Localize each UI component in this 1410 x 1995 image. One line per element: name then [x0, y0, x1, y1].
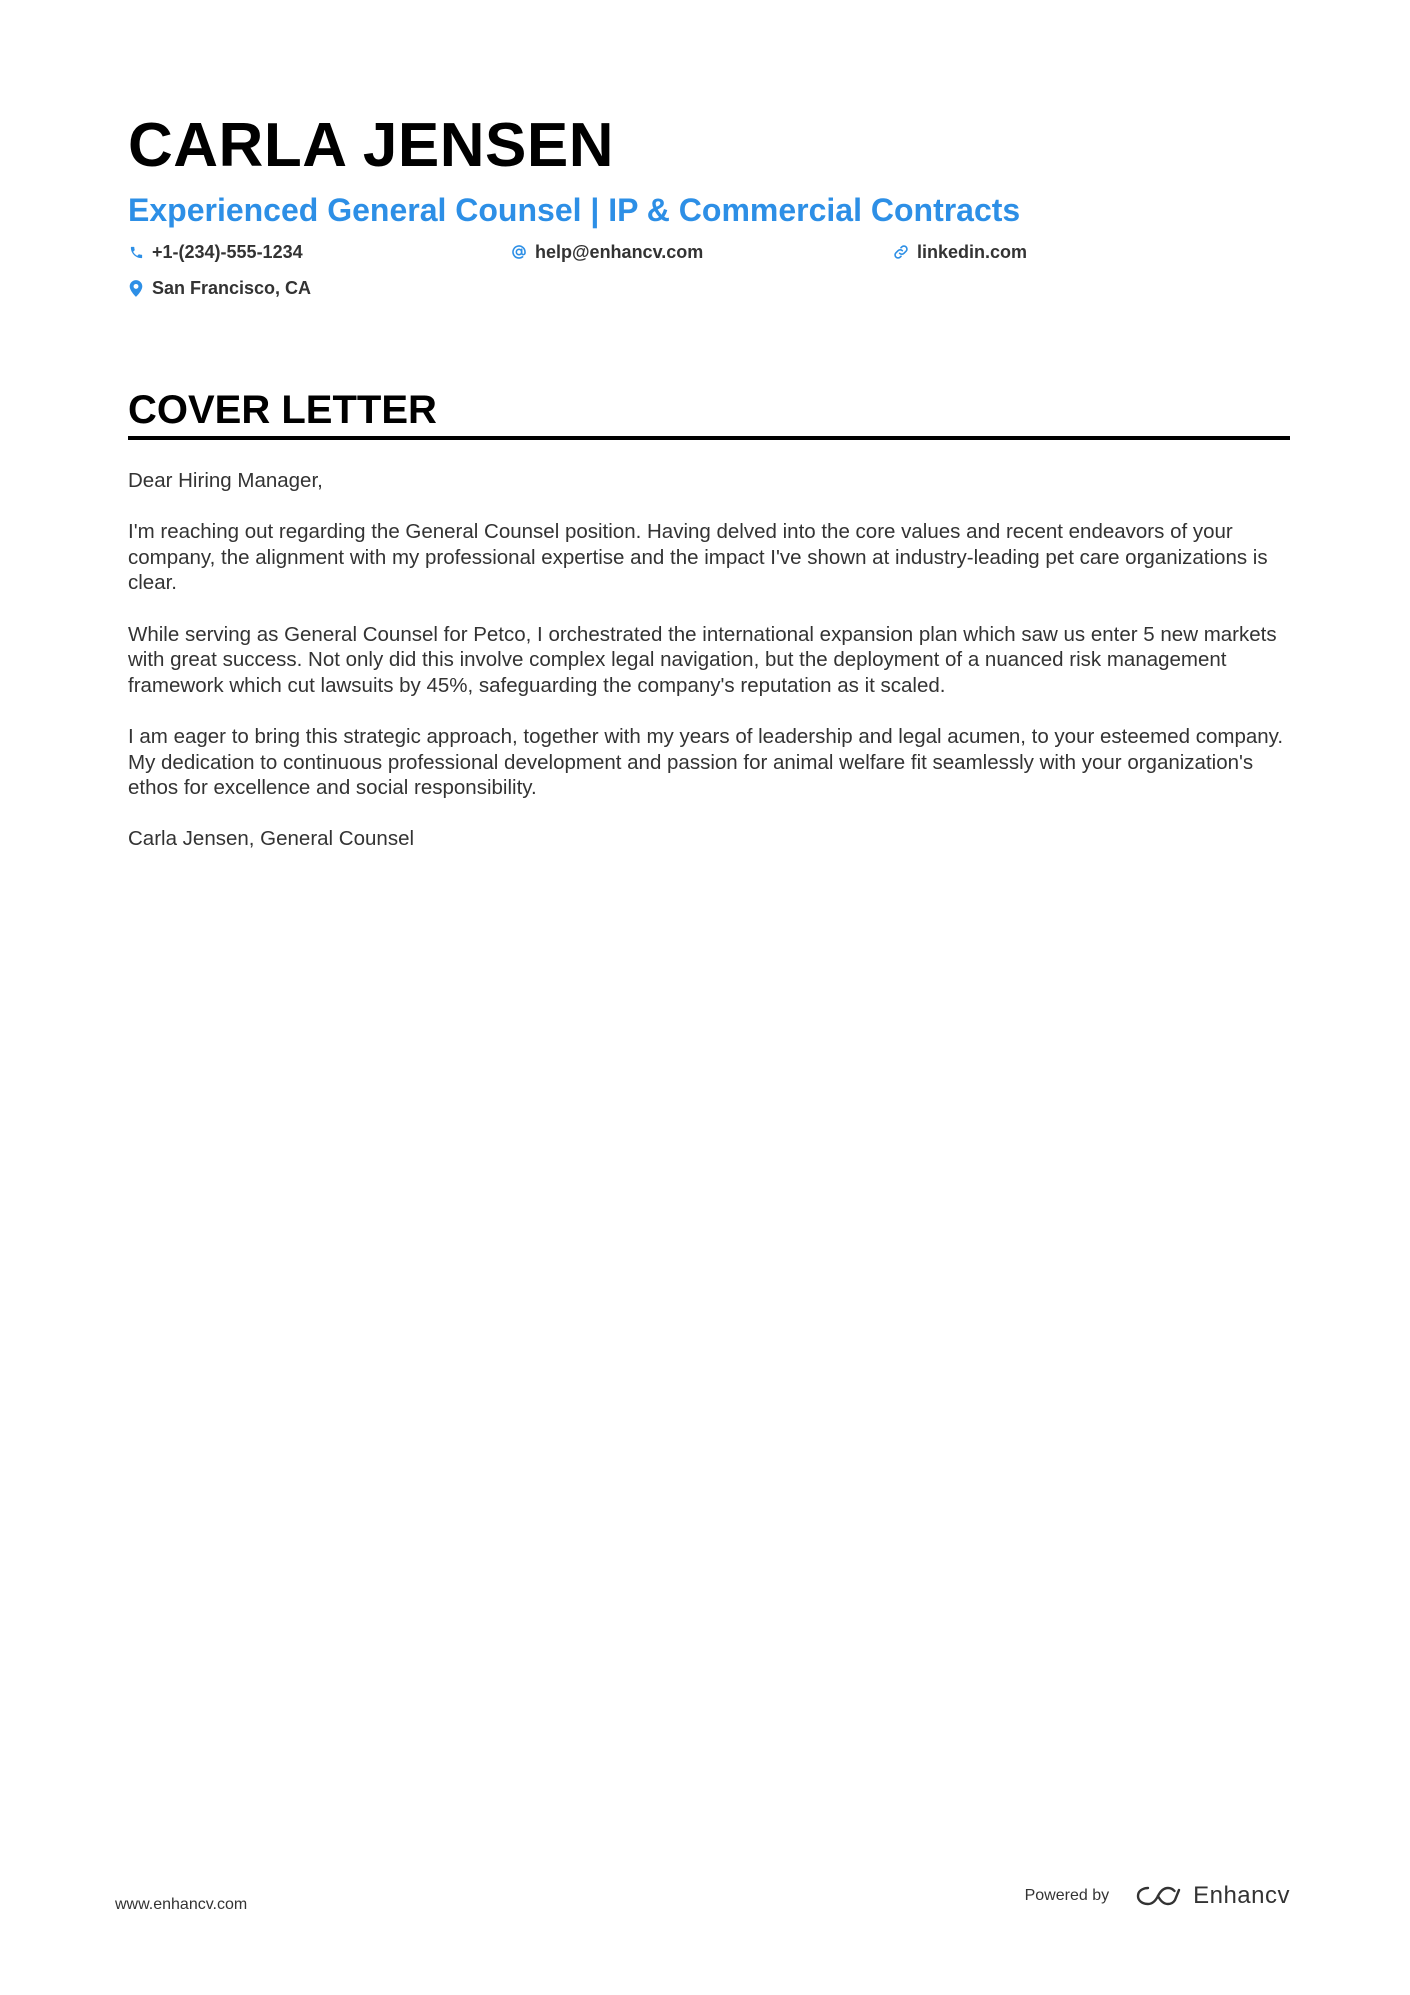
letter-paragraph-1: I'm reaching out regarding the General Counsel position. Having delved into the core values and recent endeavors of your company, the alignment with my professional expertise and the impact I've shown at industry-leading pet care organizations is clear. — [128, 520, 1268, 595]
powered-by-label: Powered by — [1024, 1887, 1110, 1904]
footer-website[interactable]: www.enhancv.com — [115, 1896, 248, 1913]
contact-location-text: San Francisco, CA — [152, 278, 312, 298]
section-title: COVER LETTER — [128, 388, 437, 432]
letter-paragraph-3: I am eager to bring this strategic approach, together with my years of leadership and legal acumen, to your esteemed company. My dedication to continuous professional development and passion for animal welfare fit seamlessly with your organization's ethos for excellence and social responsibility. — [128, 724, 1284, 800]
contact-linkedin-text: linkedin.com — [917, 242, 1028, 262]
brand-name: Enhancv — [1193, 1882, 1290, 1909]
contact-email-text: help@enhancv.com — [535, 242, 704, 262]
footer-branding[interactable] — [1025, 1882, 1290, 1910]
contact-phone-text: +1-(234)-555-1234 — [152, 242, 303, 262]
phone-icon — [128, 244, 144, 260]
candidate-name: CARLA JENSEN — [128, 111, 614, 180]
contact-linkedin[interactable] — [893, 240, 1027, 264]
at-icon — [511, 244, 527, 260]
candidate-headline: Experienced General Counsel | IP & Commercial Contracts — [128, 192, 1021, 228]
contact-phone[interactable] — [128, 240, 303, 264]
location-pin-icon — [128, 280, 144, 296]
link-icon — [893, 244, 909, 260]
letter-paragraph-2: While serving as General Counsel for Petco, I orchestrated the international expansion plan which saw us enter 5 new markets with great success. Not only did this involve complex legal navigation, but the deployment of a nuanced risk management framework which cut lawsuits by 45%, safeguarding the company's reputation as it scaled. — [128, 622, 1277, 697]
letter-signature: Carla Jensen, General Counsel — [128, 827, 415, 851]
enhancv-logo-icon — [1135, 1883, 1181, 1909]
letter-body — [128, 468, 1290, 878]
contact-location — [128, 276, 311, 300]
section-divider — [128, 436, 1290, 440]
letter-greeting: Dear Hiring Manager, — [128, 469, 323, 492]
contact-email[interactable] — [511, 240, 703, 264]
